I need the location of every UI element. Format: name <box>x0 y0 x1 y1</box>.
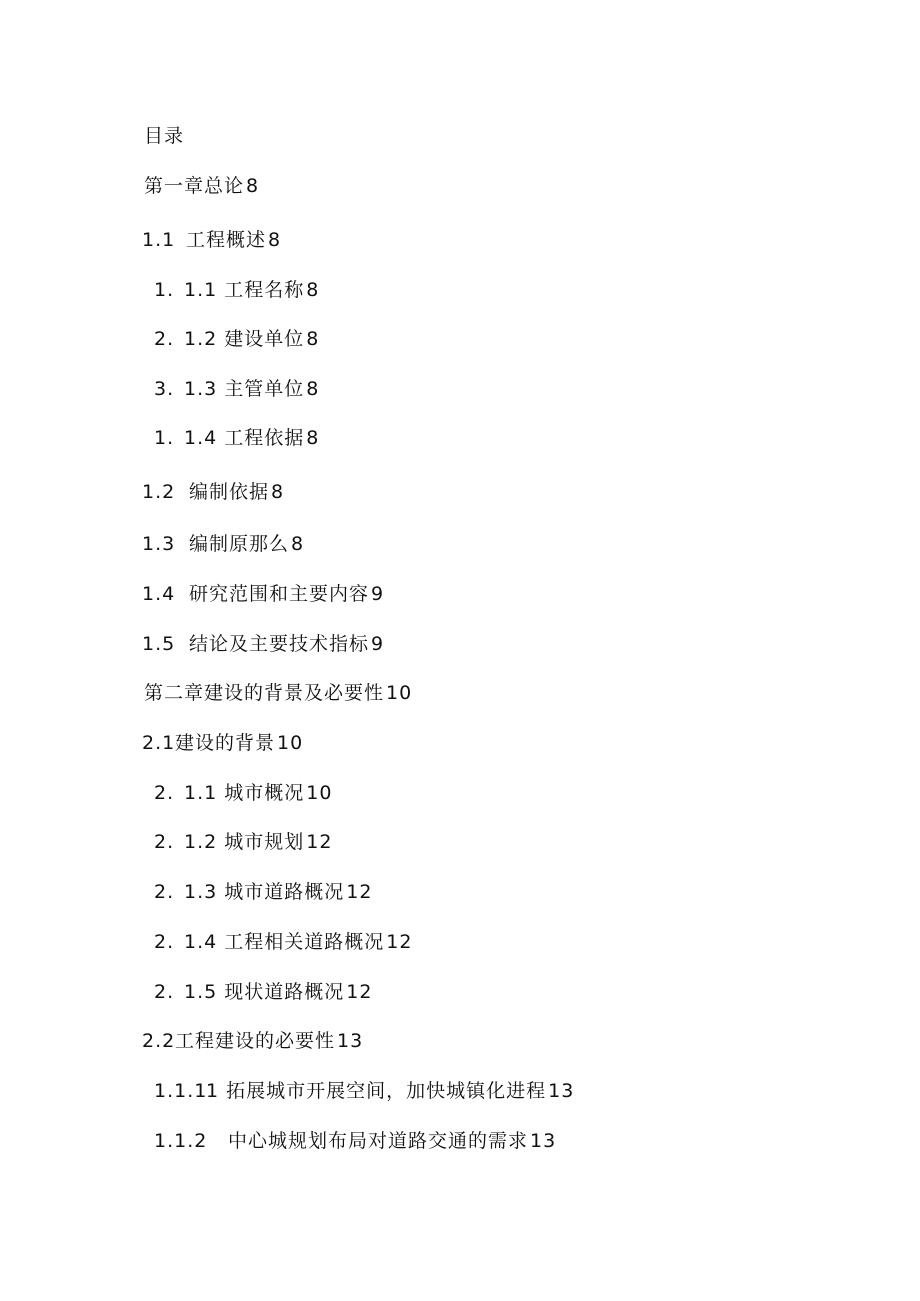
toc-entry-text: 1.3 城市道路概况 <box>184 881 345 903</box>
toc-entry-page: 13 <box>548 1080 575 1102</box>
toc-entry-chapter-1[interactable] <box>144 174 259 198</box>
toc-entry-number: 2. <box>154 328 175 350</box>
toc-entry-1-1-4[interactable] <box>154 426 319 450</box>
toc-entry-text: 结论及主要技术指标 <box>189 633 370 655</box>
toc-entry-text: 1.3 主管单位 <box>184 378 305 400</box>
toc-entry-1-2[interactable] <box>142 480 284 504</box>
toc-entry-number: 1. <box>154 427 175 449</box>
toc-entry-page: 12 <box>346 881 373 903</box>
toc-entry-text: 工程建设的必要性 <box>175 1030 336 1052</box>
toc-entry-page: 9 <box>371 633 385 655</box>
toc-entry-number: 1.1 <box>142 229 176 251</box>
toc-entry-text: 中心城规划布局对道路交通的需求 <box>228 1130 529 1152</box>
toc-entry-page: 8 <box>291 533 305 555</box>
toc-entry-page: 8 <box>306 328 320 350</box>
toc-entry-page: 8 <box>306 279 320 301</box>
toc-entry-2-1-1[interactable] <box>154 781 332 805</box>
toc-entry-text: 1.4 工程依据 <box>184 427 305 449</box>
toc-entry-text: 第一章总论 <box>144 175 245 197</box>
toc-entry-2-1-4[interactable] <box>154 930 412 954</box>
toc-entry-page: 13 <box>337 1030 364 1052</box>
toc-entry-page: 8 <box>268 229 282 251</box>
toc-entry-number: 2.1 <box>142 732 176 754</box>
toc-entry-1-5[interactable] <box>142 632 384 656</box>
toc-entry-text: 1.1 工程名称 <box>184 279 305 301</box>
toc-entry-1-4[interactable] <box>142 582 384 606</box>
toc-entry-text: 编制原那么 <box>189 533 290 555</box>
toc-entry-text: 编制依据 <box>189 481 270 503</box>
toc-entry-1-1-3[interactable] <box>154 377 319 401</box>
toc-title: 目录 <box>144 125 185 147</box>
toc-entry-2-1[interactable] <box>142 731 303 755</box>
toc-entry-1-3[interactable] <box>142 532 304 556</box>
toc-entry-2-2[interactable] <box>142 1029 363 1053</box>
toc-entry-number: 1. <box>154 279 175 301</box>
toc-entry-text: 1.1 城市概况 <box>184 782 305 804</box>
toc-entry-page: 12 <box>386 931 413 953</box>
toc-entry-number: 1.4 <box>142 583 176 605</box>
toc-entry-number: 2. <box>154 881 175 903</box>
toc-entry-page: 10 <box>277 732 304 754</box>
toc-entry-number: 2.2 <box>142 1030 176 1052</box>
toc-entry-1-1[interactable] <box>142 228 281 252</box>
toc-entry-page: 8 <box>306 378 320 400</box>
toc-entry-number: 3. <box>154 378 175 400</box>
toc-entry-page: 8 <box>306 427 320 449</box>
toc-entry-number: 2. <box>154 931 175 953</box>
toc-entry-text: 第二章建设的背景及必要性 <box>144 682 385 704</box>
toc-entry-number: 1.3 <box>142 533 176 555</box>
toc-entry-1-1-1-sub[interactable] <box>154 1079 574 1103</box>
toc-entry-number: 1.1.2 <box>154 1130 208 1152</box>
toc-entry-page: 10 <box>306 782 333 804</box>
toc-entry-number: 2. <box>154 782 175 804</box>
toc-entry-chapter-2[interactable] <box>144 681 412 705</box>
toc-entry-text: 1.4 工程相关道路概况 <box>184 931 385 953</box>
toc-entry-text: 1 拓展城市开展空间，加快城镇化进程 <box>206 1080 547 1102</box>
toc-entry-text: 建设的背景 <box>175 732 276 754</box>
toc-entry-text: 1.2 建设单位 <box>184 328 305 350</box>
toc-entry-2-1-5[interactable] <box>154 980 372 1004</box>
toc-entry-page: 12 <box>346 981 373 1003</box>
toc-entry-text: 1.2 城市规划 <box>184 831 305 853</box>
toc-entry-2-1-3[interactable] <box>154 880 372 904</box>
toc-entry-text: 研究范围和主要内容 <box>189 583 370 605</box>
toc-entry-number: 2. <box>154 981 175 1003</box>
toc-entry-page: 8 <box>246 175 260 197</box>
toc-entry-number: 1.2 <box>142 481 176 503</box>
toc-entry-2-1-2[interactable] <box>154 830 332 854</box>
toc-entry-1-1-2[interactable] <box>154 327 319 351</box>
toc-entry-text: 工程概述 <box>186 229 267 251</box>
toc-entry-number: 1.1.1 <box>154 1080 208 1102</box>
toc-entry-number: 2. <box>154 831 175 853</box>
toc-entry-text: 1.5 现状道路概况 <box>184 981 345 1003</box>
toc-entry-page: 13 <box>530 1130 557 1152</box>
toc-entry-1-1-2-sub[interactable] <box>154 1129 556 1153</box>
toc-entry-page: 8 <box>271 481 285 503</box>
toc-entry-page: 12 <box>306 831 333 853</box>
toc-entry-page: 10 <box>386 682 413 704</box>
toc-entry-1-1-1[interactable] <box>154 278 319 302</box>
toc-entry-number: 1.5 <box>142 633 176 655</box>
toc-entry-page: 9 <box>371 583 385 605</box>
